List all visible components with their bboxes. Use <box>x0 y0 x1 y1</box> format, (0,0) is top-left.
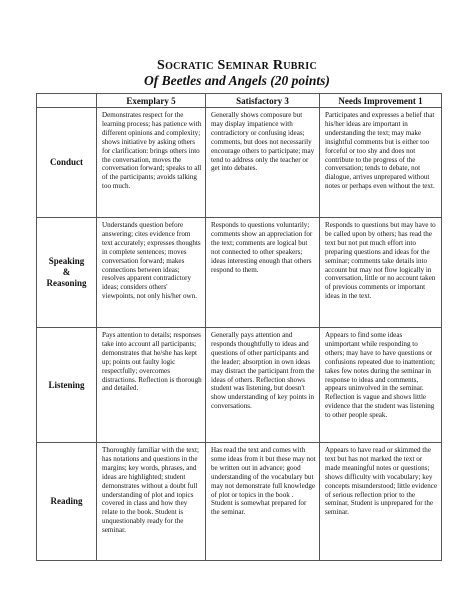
table-row-listening <box>37 328 442 443</box>
row-label-line: Listening <box>48 379 85 390</box>
rubric-table <box>36 93 442 561</box>
table-row-speaking-reasoning <box>37 218 442 328</box>
row-label-line: Reading <box>50 496 83 506</box>
cell-satisfactory: Generally shows composure but may display impatience with contradictory or confusing ideas; comments, but does not necessarily encourage others to participate; may tend to address only the teacher or get into debates. <box>206 108 320 218</box>
cell-exemplary: Demonstrates respect for the learning process; has patience with different opinions and complexity; shows initiative by asking others for clarification: brings others into the conversation, moves the conversation forward; speaks to all of the participants; avoids talking too much. <box>97 108 206 218</box>
row-label-line: Reasoning <box>46 278 87 288</box>
cell-satisfactory: Has read the text and comes with some ideas from it but these may not be written out in advance; good understanding of the vocabulary but may not demonstrate full knowledge of plot or topics in the book . Student is somewhat prepared for the seminar. <box>206 443 320 561</box>
header-row <box>37 94 442 108</box>
row-label-speaking-reasoning <box>37 218 97 328</box>
row-label-reading <box>37 443 97 561</box>
row-label-listening <box>37 328 97 443</box>
cell-needs-improvement: Responds to questions but may have to be called upon by others; has read the text but not put much effort into preparing questions and ideas for the seminar; comments take details into account but may not flow logically in conversation, little or no account taken of previous comments or important ideas in the text. <box>320 218 442 328</box>
rubric-title: Socratic Seminar Rubric <box>157 58 317 73</box>
row-label-conduct <box>37 108 97 218</box>
row-label-line: Conduct <box>49 157 83 167</box>
cell-exemplary: Pays attention to details; responses take into account all participants; demonstrates that he/she has kept up; points out faulty logic respectfully; overcomes distractions. Reflection is thorough and detailed. <box>97 328 206 443</box>
header-needs-improvement: Needs Improvement 1 <box>320 94 442 108</box>
header-blank <box>37 94 97 108</box>
cell-needs-improvement: Appears to have read or skimmed the text but has not marked the text or made meaningful notes or questions; shows difficulty with vocabulary; key concepts misunderstood; little evidence of serious reflection prior to the seminar, Student is unprepared for the seminar. <box>320 443 442 561</box>
row-label-line: Speaking <box>48 256 85 266</box>
header-exemplary: Exemplary 5 <box>97 94 206 108</box>
cell-needs-improvement: Appears to find some ideas unimportant while responding to others; may have to have questions or confusions repeated due to inattention; takes few notes during the seminar in response to ideas and comments, appears uninvolved in the seminar. Reflection is vague and shows little evidence that the student was listening to other people speak. <box>320 328 442 443</box>
row-label-line: & <box>62 267 71 277</box>
table-row-conduct <box>37 108 442 218</box>
table-row-reading <box>37 443 442 561</box>
header-satisfactory: Satisfactory 3 <box>206 94 320 108</box>
cell-satisfactory: Responds to questions voluntarily; comments show an appreciation for the text; comments are logical but not connected to other speakers; ideas interesting enough that others respond to them. <box>206 218 320 328</box>
cell-needs-improvement: Participates and expresses a belief that his/her ideas are important in understanding the text; may make insightful comments but is either too forceful or too shy and does not contribute to the progress of the conversation; tends to debate, not dialogue, arrives unprepared without notes or perhaps even without the text. <box>320 108 442 218</box>
cell-exemplary: Understands question before answering; cites evidence from text accurately; expresses thoughts in complete sentences; moves conversation forward; makes connections between ideas; resolves apparent contradictory ideas; considers others' viewpoints, not only his/her own. <box>97 218 206 328</box>
cell-satisfactory: Generally pays attention and responds thoughtfully to ideas and questions of other participants and the leader; absorption in own ideas may distract the participant from the ideas of others. Reflection shows student was listening, but doesn't show understanding of key points in conversations. <box>206 328 320 443</box>
cell-exemplary: Thoroughly familiar with the text; has notations and questions in the margins; key words, phrases, and ideas are highlighted; student demonstrates without a doubt full understanding of plot and topics covered in class and how they relate to the book. Student is unquestionably ready for the seminar. <box>97 443 206 561</box>
rubric-subtitle: Of Beetles and Angels (20 points) <box>144 73 330 88</box>
